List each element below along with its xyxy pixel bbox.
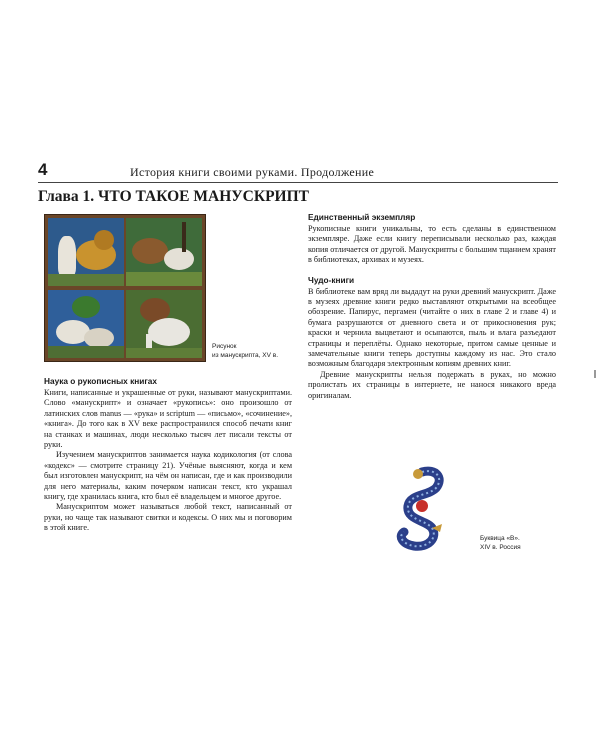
illustration-panel-elephant	[126, 290, 202, 358]
right-column	[308, 212, 556, 401]
page-edge-mark	[594, 370, 596, 378]
illustration-panel-goat	[126, 218, 202, 286]
section-heading: Чудо-книги	[308, 274, 355, 285]
left-column	[44, 376, 292, 534]
page-header	[38, 160, 558, 183]
running-title: История книги своими руками. Продолжение	[130, 165, 375, 179]
illustration-panel-lion	[48, 218, 124, 286]
initial-letter-caption: Буквица «В». XIV в. Россия	[480, 535, 521, 551]
chapter-title: Глава 1. ЧТО ТАКОЕ МАНУСКРИПТ	[38, 188, 309, 205]
paragraph: Книги, написанные и украшенные от руки, называют манускриптами. Слово «манускрипт» и означает «рукопись»: оно произошло от латинских слов manus — «рука» и scriptum — «письмо», «сочинение», «книга». До того как в XV веке распространился способ печати книг на станках и машинах, люди несколько тысяч лет писали тексты от руки.	[44, 388, 292, 450]
paragraph: Рукописные книги уникальны, то есть сделаны в единственном экземпляре. Даже если книгу переписывали несколько раз, каждая копия отличается от другой. Манускрипты с большим тщанием хранят в библиотеках, архивах и музеях.	[308, 224, 556, 265]
paragraph: Древние манускрипты нельзя подержать в руках, но можно пролистать их страницы в интернете, не нанося никакого вреда оригиналам.	[308, 369, 556, 400]
illustration-panel-animals	[48, 290, 124, 358]
page-number: 4	[38, 160, 48, 179]
section-heading: Единственный экземпляр	[308, 212, 416, 222]
section-heading: Наука о рукописных книгах	[44, 376, 158, 386]
initial-letter-v-illustration	[392, 466, 448, 552]
manuscript-illustration	[44, 214, 206, 362]
paragraph: В библиотеке вам вряд ли выдадут на руки древний манускрипт. Даже в музеях древние книги редко выставляют открытыми на всеобщее обозрение. Папирус, пергамен (читайте о них в главе 2 и главе 4) и бумага разрушаются от дневного света и от прикосновения рук; краски и чернила выцветают и осыпаются, пыль и влага разъедают страницы и переплёты. Однако некоторые, притом самые ценные и замечательные книги теперь доступны каждому из нас. Это стало возможным благодаря электронным копиям древних книг.	[308, 286, 556, 369]
paragraph: Изучением манускриптов занимается наука кодикология (от слова «кодекс» — смотрите страницу 21). Учёные выясняют, когда и кем был изготовлен манускрипт, на чём он написан, где и как производили для него материалы, каким почерком написан текст, кто украшал книгу, где хранилась книга, кто был её владельцем и многое другое.	[44, 450, 292, 502]
figure-caption: Рисунок из манускрипта, XV в.	[212, 343, 278, 359]
paragraph: Манускриптом может называться любой текст, написанный от руки, но чаще так называют свитки и кодексы. О них мы и поговорим в этой книге.	[44, 502, 292, 533]
